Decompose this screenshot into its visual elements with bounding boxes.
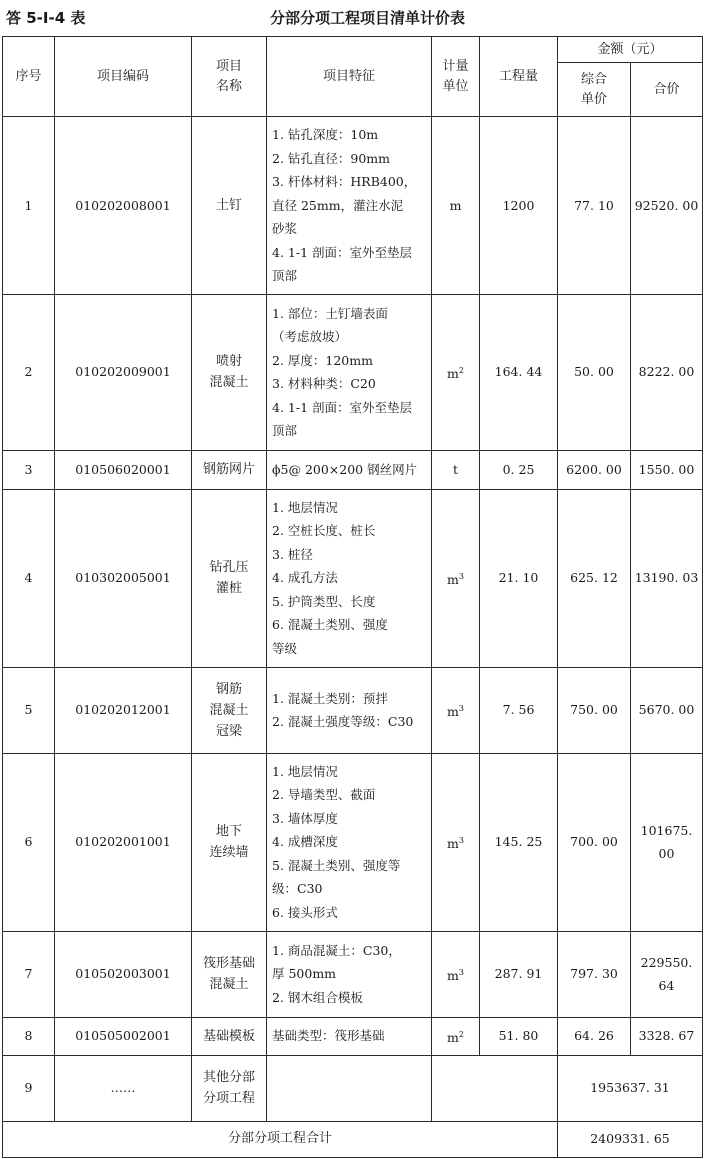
cell-seq: 4 [3,489,55,667]
cell-name: 钢筋网片 [192,450,267,489]
cell-unit-price: 700. 00 [558,753,631,931]
cell-qty: 0. 25 [480,450,558,489]
cell-name: 基础模板 [192,1017,267,1055]
table-title: 分部分项工程项目清单计价表 [269,9,465,27]
cell-code: 010505002001 [55,1017,192,1055]
feature-line: 1. 商品混凝土：C30， [272,942,401,958]
cell-total: 5670. 00 [631,667,703,753]
cell-seq: 9 [3,1055,55,1121]
table-row [3,667,703,753]
feature-line: 顶部 [272,268,298,283]
unit-text: m [447,967,459,983]
feature-line: 基础类型：筏形基础 [272,1028,385,1044]
cell-name: 筏形基础 混凝土 [192,931,267,1017]
unit-text: m [447,835,459,851]
cell-seq: 1 [3,117,55,295]
cell-code: 010502003001 [55,931,192,1017]
cell-code: 010202008001 [55,117,192,295]
feature-line: 1. 部位：土钉墙表面 [272,305,388,321]
cell-unit [432,489,480,667]
cell-name: 其他分部 分项工程 [192,1055,267,1121]
cell-unit [432,117,480,295]
cell-qty: 287. 91 [480,931,558,1017]
feature-line: 1. 钻孔深度：10m [272,127,379,142]
cell-unit [432,931,480,1017]
header-seq: 序号 [3,37,55,117]
feature-line: 6. 接头形式 [272,904,338,920]
table-number: 答 5-Ⅰ-4 表 [6,9,86,27]
table-row [3,117,703,295]
cell-total: 1550. 00 [631,450,703,489]
table-row [3,753,703,931]
cell-code: 010506020001 [55,450,192,489]
unit-exponent: 3 [458,571,464,581]
feature-line: 5. 混凝土类别、强度等 [272,857,401,873]
table-row [3,931,703,1017]
pricing-table [2,36,703,1158]
feature-line: 3. 墙体厚度 [272,810,338,826]
cell-unit-price: 50. 00 [558,294,631,450]
table-row [3,489,703,667]
cell-unit [432,294,480,450]
feature-line: 3. 杆体材料：HRB400， [272,174,417,189]
feature-line: 砂浆 [272,221,298,236]
cell-unit [432,1017,480,1055]
cell-code: 010202012001 [55,667,192,753]
cell-name: 地下 连续墙 [192,753,267,931]
cell-unit-price: 797. 30 [558,931,631,1017]
cell-other-amount: 1953637. 31 [558,1055,703,1121]
feature-line: 2. 钢木组合模板 [272,989,363,1005]
feature-line: 4. 1-1 剖面：室外至垫层 [272,244,413,260]
cell-name: 钻孔压 灌桩 [192,489,267,667]
cell-feature [267,450,432,489]
table-row [3,1017,703,1055]
cell-total: 101675. 00 [631,753,703,931]
unit-exponent: 3 [458,835,464,845]
cell-total: 8222. 00 [631,294,703,450]
feature-line: ϕ5@ 200×200 钢丝网片 [272,461,418,477]
cell-seq: 2 [3,294,55,450]
unit-text: t [452,461,459,477]
feature-line: 顶部 [272,423,298,438]
unit-text: m [447,571,459,587]
cell-blank [432,1055,558,1121]
cell-qty: 51. 80 [480,1017,558,1055]
feature-line: 1. 地层情况 [272,763,338,779]
cell-code: 010202001001 [55,753,192,931]
feature-line: 2. 钻孔直径：90mm [272,150,391,166]
feature-line: 3. 材料种类：C20 [272,376,376,391]
cell-seq: 3 [3,450,55,489]
unit-text: m [447,365,459,381]
header-code: 项目编码 [55,37,192,117]
header-feature: 项目特征 [267,37,432,117]
cell-seq: 6 [3,753,55,931]
feature-line: 直径 25mm，灌注水泥 [272,197,404,213]
cell-unit [432,667,480,753]
table-body [3,117,703,1056]
cell-total: 92520. 00 [631,117,703,295]
cell-seq: 7 [3,931,55,1017]
feature-line: 等级 [272,640,298,656]
cell-unit-price: 6200. 00 [558,450,631,489]
cell-feature [267,489,432,667]
cell-qty: 21. 10 [480,489,558,667]
cell-code: 010302005001 [55,489,192,667]
cell-feature [267,753,432,931]
cell-unit-price: 77. 10 [558,117,631,295]
table-row-summary [3,1121,703,1157]
table-row [3,294,703,450]
feature-line: 厚 500mm [272,966,337,982]
cell-unit-price: 64. 26 [558,1017,631,1055]
header-qty: 工程量 [480,37,558,117]
cell-name: 喷射 混凝土 [192,294,267,450]
cell-unit-price: 750. 00 [558,667,631,753]
feature-line: 1. 地层情况 [272,499,338,515]
table-row [3,450,703,489]
table-row-other [3,1055,703,1121]
header-unit-price: 综合 单价 [558,63,631,117]
unit-text: m [449,197,462,213]
header-total: 合价 [631,63,703,117]
cell-total: 3328. 67 [631,1017,703,1055]
cell-feature [267,1017,432,1055]
header-unit: 计量 单位 [432,37,480,117]
summary-amount: 2409331. 65 [558,1121,703,1157]
cell-qty: 145. 25 [480,753,558,931]
feature-line: 6. 混凝土类别、强度 [272,617,388,633]
feature-line: 级：C30 [272,881,323,897]
cell-feature [267,931,432,1017]
cell-feature [267,294,432,450]
header-amount: 金额（元） [558,37,703,63]
feature-line: 2. 空桩长度、桩长 [272,523,376,539]
cell-total: 13190. 03 [631,489,703,667]
caption [0,0,705,34]
cell-qty: 1200 [480,117,558,295]
feature-line: 1. 混凝土类别：预拌 [272,690,388,706]
cell-qty: 164. 44 [480,294,558,450]
cell-feature-empty [267,1055,432,1121]
cell-name: 土钉 [192,117,267,295]
feature-line: 3. 桩径 [272,546,313,562]
cell-seq: 8 [3,1017,55,1055]
cell-unit [432,753,480,931]
cell-code: …… [55,1055,192,1121]
cell-code: 010202009001 [55,294,192,450]
header-name: 项目 名称 [192,37,267,117]
feature-line: 4. 成槽深度 [272,834,338,850]
cell-feature [267,117,432,295]
summary-label: 分部分项工程合计 [3,1121,558,1157]
cell-unit-price: 625. 12 [558,489,631,667]
feature-line: 5. 护筒类型、长度 [272,593,376,609]
cell-unit [432,450,480,489]
cell-total: 229550. 64 [631,931,703,1017]
feature-line: 4. 成孔方法 [272,570,338,586]
unit-exponent: 2 [458,365,464,375]
cell-feature [267,667,432,753]
unit-exponent: 3 [458,967,464,977]
feature-line: 2. 厚度：120mm [272,352,373,368]
cell-name: 钢筋 混凝土 冠梁 [192,667,267,753]
unit-exponent: 3 [458,703,464,713]
unit-text: m [447,703,459,719]
feature-line: 4. 1-1 剖面：室外至垫层 [272,399,413,415]
feature-line: 2. 混凝土强度等级：C30 [272,714,414,729]
cell-seq: 5 [3,667,55,753]
feature-line: 2. 导墙类型、截面 [272,787,376,803]
unit-text: m [447,1029,459,1045]
unit-exponent: 2 [458,1029,464,1039]
feature-line: （考虑放坡） [272,329,348,344]
cell-qty: 7. 56 [480,667,558,753]
